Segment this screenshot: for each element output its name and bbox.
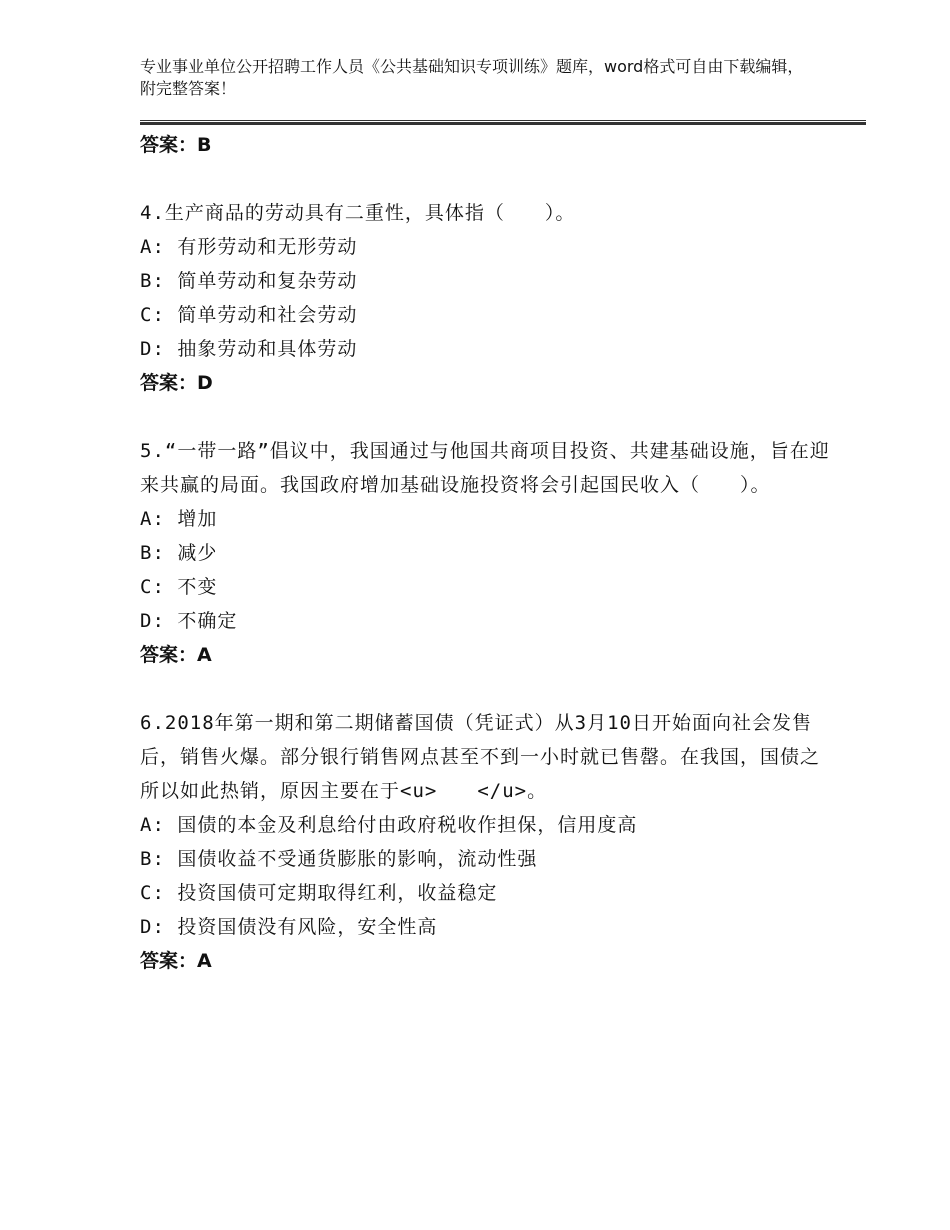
answer-line: 答案：A [140,644,212,666]
option-d: D: 不确定 [140,610,238,632]
option-b: B: 简单劳动和复杂劳动 [140,270,358,292]
question-stem: 6.2018年第一期和第二期储蓄国债（凭证式）从3月10日开始面向社会发售后，销售火爆。部分银行销售网点甚至不到一小时就已售罄。在我国，国债之所以如此热销，原因主要在于<u> </u>。 [140,712,821,802]
option-a: A: 国债的本金及利息给付由政府税收作担保，信用度高 [140,814,638,836]
option-a: A: 增加 [140,508,218,530]
question-block [140,706,830,978]
header-text: 专业事业单位公开招聘工作人员《公共基础知识专项训练》题库，word格式可自由下载编辑，附完整答案！ [140,57,804,98]
answer-line: 答案：D [140,372,213,394]
option-d: D: 抽象劳动和具体劳动 [140,338,358,360]
question-block [140,196,830,400]
document-body [140,128,830,1012]
option-b: B: 国债收益不受通货膨胀的影响，流动性强 [140,848,538,870]
header-divider [140,120,866,125]
answer-line: 答案：B [140,134,212,156]
question-stem: 4.生产商品的劳动具有二重性，具体指（ ）。 [140,202,576,224]
option-c: C: 不变 [140,576,218,598]
question-stem: 5.“一带一路”倡议中，我国通过与他国共商项目投资、共建基础设施，旨在迎来共赢的局面。我国政府增加基础设施投资将会引起国民收入（ ）。 [140,440,830,496]
option-a: A: 有形劳动和无形劳动 [140,236,358,258]
page-header [140,56,810,100]
option-b: B: 减少 [140,542,218,564]
option-d: D: 投资国债没有风险，安全性高 [140,916,438,938]
option-c: C: 投资国债可定期取得红利，收益稳定 [140,882,498,904]
question-block [140,434,830,672]
option-c: C: 简单劳动和社会劳动 [140,304,358,326]
answer-line: 答案：A [140,950,212,972]
